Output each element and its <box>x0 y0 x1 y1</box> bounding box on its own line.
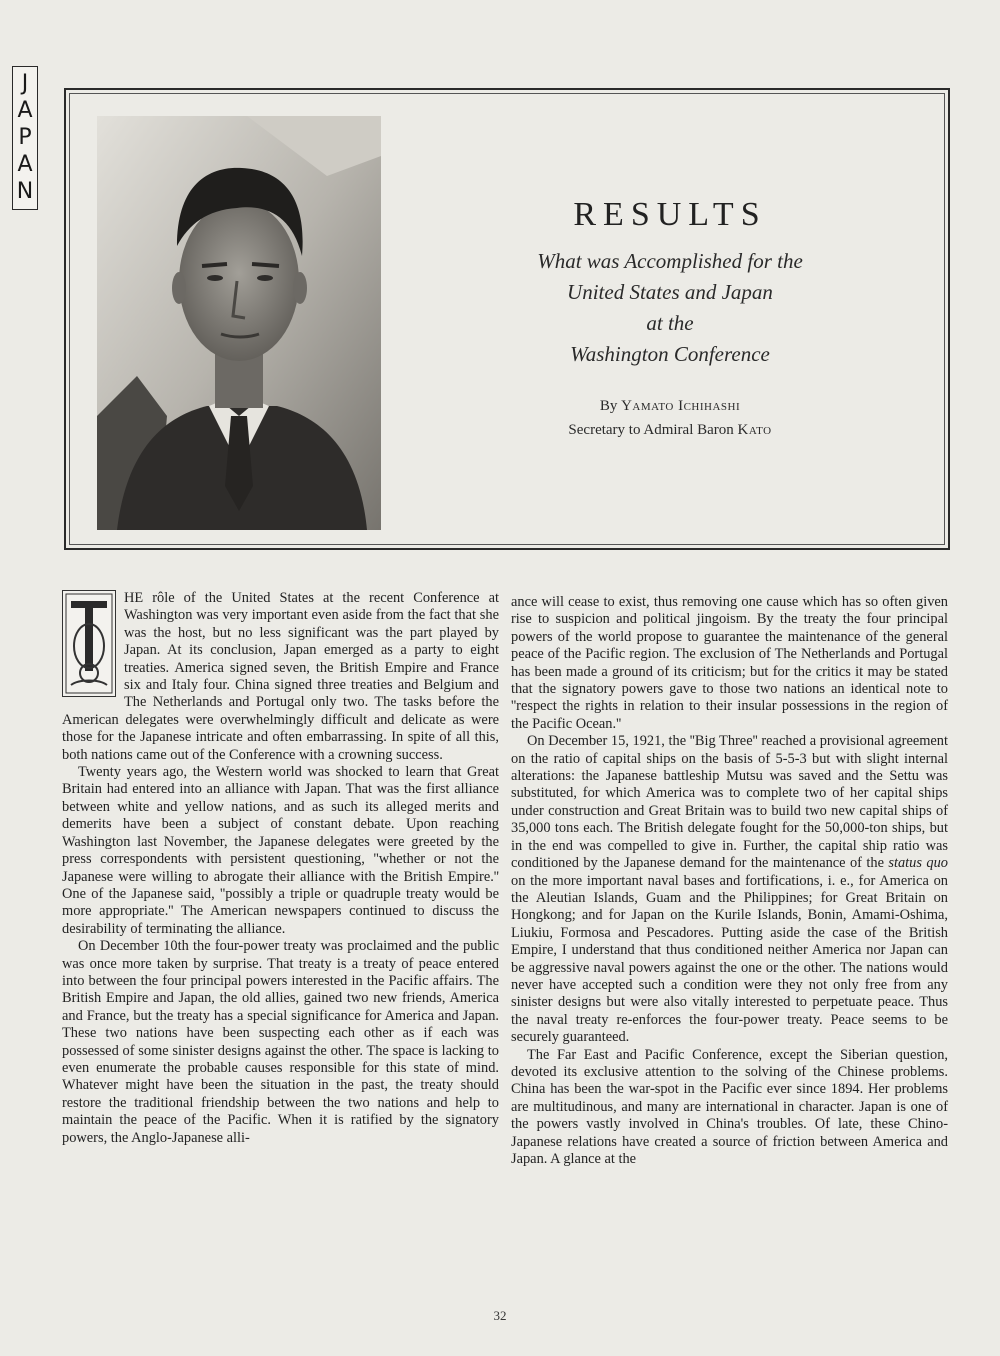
side-tab-letter: A <box>17 152 33 178</box>
byline-role <box>470 418 870 442</box>
paragraph: HE rôle of the United States at the recent Conference at Washington was very important even aside from the fact that she was the host, but no less significant was the part played by Japan. At its conclusion, Japan emerged as a party to eight treaties. America signed seven, the British Empire and France six and Italy four. China signed three treaties and Belgium and The Netherlands and Portugal only two. The tasks before the American delegates were overwhelmingly difficult and delicate as were those for the Japanese intricate and often embarrassing. In spite of all this, both nations came out of the Conference with a crowning success. <box>62 590 499 763</box>
side-tab-letter: J <box>21 70 29 96</box>
subtitle-line: What was Accomplished for the <box>537 249 803 273</box>
left-column <box>62 590 499 1147</box>
paragraph <box>511 733 948 1046</box>
title-block <box>470 196 870 442</box>
author-name: Yamato Ichihashi <box>621 398 741 414</box>
paragraph: On December 10th the four-power treaty was proclaimed and the public was once more taken by surprise. That treaty is a treaty of peace entered into between the four principal powers interested in the Pacific affairs. The British Empire and Japan, the old allies, gained two new friends, America and France, but the treaty has a special significance for America and Japan. These two nations have been suspecting each other as if each was possessed of some sinister designs against the other. The space is lacking to even enumerate the probable causes responsible for this state of mind. Whatever might have been the situation in the past, the treaty should restore the traditional friendship between the two nations and help to maintain the peace of the Pacific. When it is ratified by the signatory powers, the Anglo-Japanese alli- <box>62 938 499 1146</box>
byline-author <box>470 394 870 418</box>
decorative-initial-t-icon <box>62 590 116 697</box>
paragraph: ance will cease to exist, thus removing one cause which has so often given rise to suspicion and political jingoism. By the treaty the four principal powers of the world propose to guarantee the maintenance of the general peace of the Pacific region. The exclusion of The Netherlands and Portugal has been made a ground of its criticism; but for the critics it may be stated that the signatory powers gave to those two nations an identical note to ''respect the rights in relation to their insular possessions in the region of the Pacific Ocean.'' <box>511 594 948 732</box>
portrait-photo <box>97 116 381 530</box>
author-role: Secretary to Admiral Baron <box>568 422 734 438</box>
admiral-name: Kato <box>737 422 772 438</box>
japan-side-tab <box>12 66 38 210</box>
paragraph-text: On December 15, 1921, the ''Big Three'' reached a provisional agreement on the ratio of capital ships on the basis of 5-5-3 but with slight internal alterations: the Japanese battleship Mutsu was saved and the Settu was substituted, for which America was to complete two of her capital ships under construction and Great Britain was to build two new capital ships of 35,000 tons each. The British delegate fought for the 50,000-ton ships, but in the end was compelled to give in. Further, the capital ship ratio was conditioned by the Japanese demand for the maintenance of the <box>511 733 948 872</box>
side-tab-letter: N <box>16 179 34 205</box>
page-number: 32 <box>493 1308 507 1323</box>
paragraph: Twenty years ago, the Western world was shocked to learn that Great Britain had entered into an alliance with Japan. That was the first alliance between white and yellow nations, and as such its alleged merits and demerits have been a subject of constant debate. Upon reaching Washington last November, the Japanese delegates were greeted by the press correspondents with persistent questioning, ''whether or not the Japanese were willing to abrogate their alliance with the British Empire.'' One of the Japanese said, ''possibly a triple or quadruple treaty would be more appropriate.'' The American newspapers continued to discuss the desirability of terminating the alliance. <box>62 764 499 937</box>
article-title: RESULTS <box>573 196 767 233</box>
article-subtitle <box>470 246 870 370</box>
subtitle-line: Washington Conference <box>570 342 770 366</box>
subtitle-line: at the <box>646 311 694 335</box>
paragraph: The Far East and Pacific Conference, except the Siberian question, devoted its exclusive attention to the solving of the Chinese problems. China has been the war-spot in the Pacific ever since 1894. Her problems are multitudinous, and many are international in character. Japan is one of the powers vastly involved in China's troubles. Of late, these Chino-Japanese relations have created a source of friction between America and Japan. A glance at the <box>511 1046 948 1167</box>
right-column <box>511 594 948 1168</box>
portrait-illustration <box>97 116 381 530</box>
side-tab-letter: A <box>17 97 33 123</box>
byline-by: By <box>599 398 618 414</box>
side-tab-letter: P <box>18 124 32 150</box>
subtitle-line: United States and Japan <box>567 280 773 304</box>
byline <box>470 394 870 442</box>
italic-phrase: status quo <box>888 855 948 872</box>
paragraph-text: on the more important naval bases and fortifications, i. e., for America on the Aleutian Islands, Guam and the Philippines; for Great Britain on Hongkong; and for Japan on the Kurile Islands, Bonin, Amami-Oshima, Liukiu, Formosa and Pescadores. Putting aside the case of the British Empire, I understand that thus conditioned neither America nor Japan can be aggressive naval powers against the one or the other. The nations would never have accepted such a condition were they not only free from any sinister designs but were also vitally interested to perpetuate peace. Thus the naval treaty re-enforces the four-power treaty. Peace seems to be securely guaranteed. <box>511 872 948 1046</box>
